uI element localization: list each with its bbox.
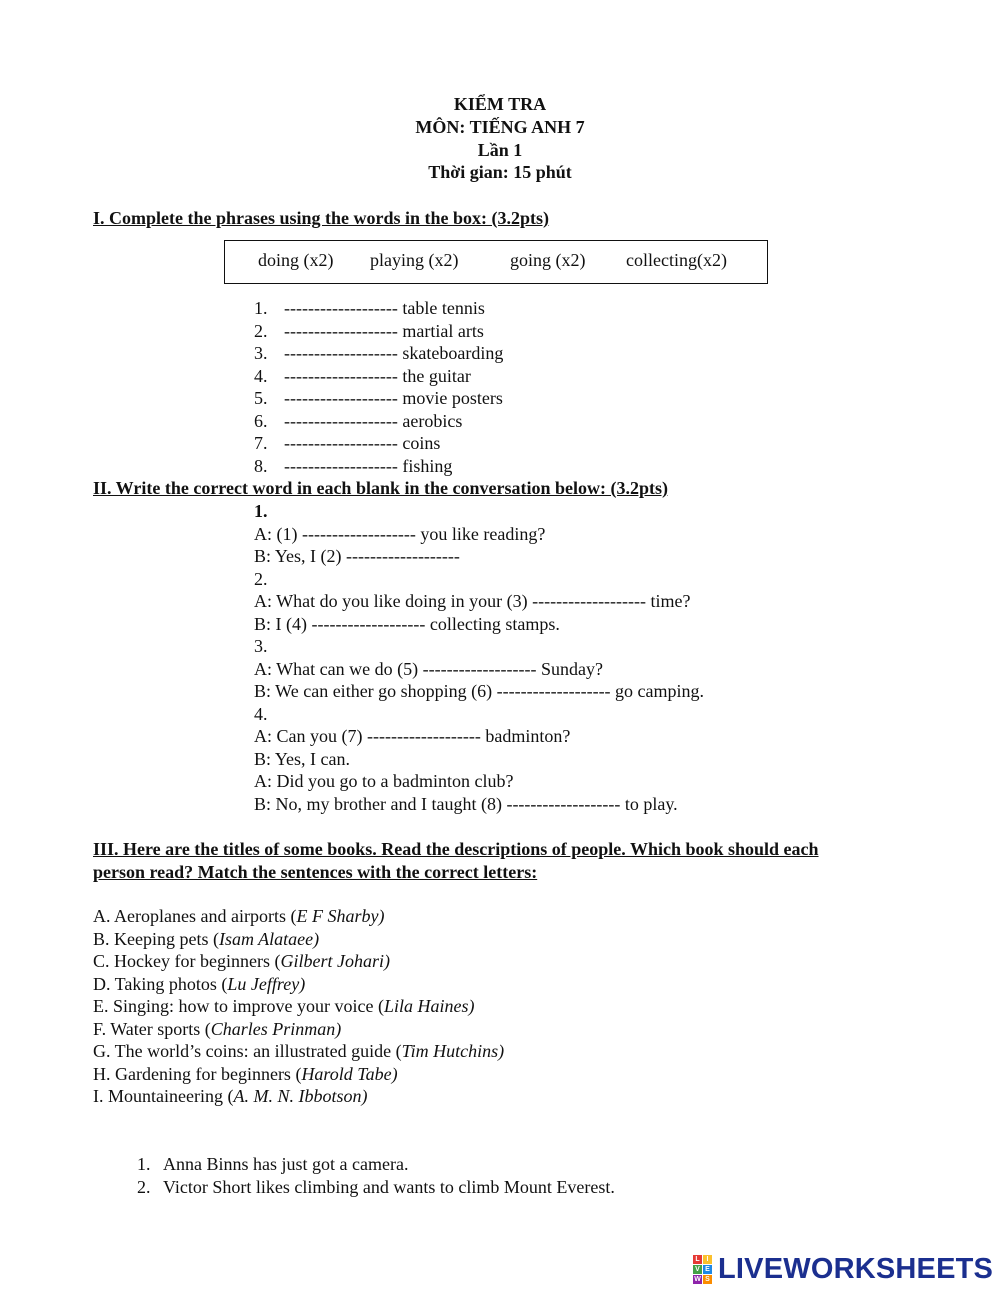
list-item: E. Singing: how to improve your voice (Lila Haines) <box>93 996 475 1016</box>
conversation-line: A: What can we do (5) ------------------- Sunday? <box>254 658 603 679</box>
logo-text: LIVEWORKSHEETS <box>718 1252 994 1285</box>
section-1-heading: I. Complete the phrases using the words in the box: (3.2pts) <box>93 208 550 228</box>
list-item: A. Aeroplanes and airports (E F Sharby) <box>93 906 385 926</box>
list-item: 2. ------------------- martial arts <box>254 320 484 341</box>
list-item: F. Water sports (Charles Prinman) <box>93 1018 342 1039</box>
section-3-heading: III. Here are the titles of some books. Read the descriptions of people. Which book should each person read? Match the sentences with the correct letters: <box>93 839 819 882</box>
section-2-heading: II. Write the correct word in each blank in the conversation below: (3.2pts) <box>93 478 668 498</box>
list-item: 7. ------------------- coins <box>254 433 441 453</box>
conversation-number: 3. <box>254 636 268 656</box>
list-item: G. The world’s coins: an illustrated guide (Tim Hutchins) <box>93 1041 505 1061</box>
conversation-line: A: Did you go to a badminton club? <box>254 771 514 791</box>
conversation-line: B: Yes, I (2) ------------------- <box>254 546 460 566</box>
box-word: going (x2) <box>510 250 586 270</box>
exam-attempt: Lần 1 <box>477 140 523 160</box>
book-list <box>93 905 504 1108</box>
list-item: I. Mountaineering (A. M. N. Ibbotson) <box>93 1086 368 1106</box>
sentence-list <box>137 1153 615 1198</box>
conversation-line: B: No, my brother and I taught (8) ------------------- to play. <box>254 793 678 814</box>
box-word: collecting(x2) <box>626 250 727 270</box>
word-box <box>224 240 768 284</box>
conversation-line: B: Yes, I can. <box>254 748 351 769</box>
box-word: doing (x2) <box>258 250 334 270</box>
conversation-number: 4. <box>254 703 268 724</box>
exam-title: KIỂM TRA <box>453 94 547 114</box>
exam-time: Thời gian: 15 phút <box>428 162 572 182</box>
list-item: 1. Anna Binns has just got a camera. <box>137 1154 409 1174</box>
list-item: 1. ------------------- table tennis <box>254 298 485 318</box>
conversation-line: A: Can you (7) ------------------- badminton? <box>254 726 571 746</box>
list-item: 8. ------------------- fishing <box>254 455 453 476</box>
logo-tiles-icon: L I V E W S <box>693 1255 712 1284</box>
box-word: playing (x2) <box>370 250 459 270</box>
conversation-line: A: What do you like doing in your (3) ------------------- time? <box>254 591 691 611</box>
phrase-list <box>254 297 503 477</box>
conversation-number: 2. <box>254 568 268 589</box>
conversation-line: B: I (4) ------------------- collecting stamps. <box>254 613 560 634</box>
list-item: 6. ------------------- aerobics <box>254 410 463 431</box>
list-item: 5. ------------------- movie posters <box>254 388 503 408</box>
exam-subject: MÔN: TIẾNG ANH 7 <box>415 117 585 137</box>
conversation-list <box>254 500 704 815</box>
list-item: B. Keeping pets (Isam Alataee) <box>93 928 320 949</box>
list-item: D. Taking photos (Lu Jeffrey) <box>93 973 306 994</box>
liveworksheets-logo <box>693 1253 993 1285</box>
list-item: 3. ------------------- skateboarding <box>254 343 504 363</box>
conversation-line: A: (1) ------------------- you like reading? <box>254 523 546 544</box>
conversation-number: 1. <box>254 501 268 521</box>
list-item: 2. Victor Short likes climbing and wants to climb Mount Everest. <box>137 1176 615 1197</box>
list-item: C. Hockey for beginners (Gilbert Johari) <box>93 951 390 971</box>
conversation-line: B: We can either go shopping (6) ------------------- go camping. <box>254 681 705 701</box>
list-item: H. Gardening for beginners (Harold Tabe) <box>93 1063 398 1084</box>
list-item: 4. ------------------- the guitar <box>254 365 471 386</box>
